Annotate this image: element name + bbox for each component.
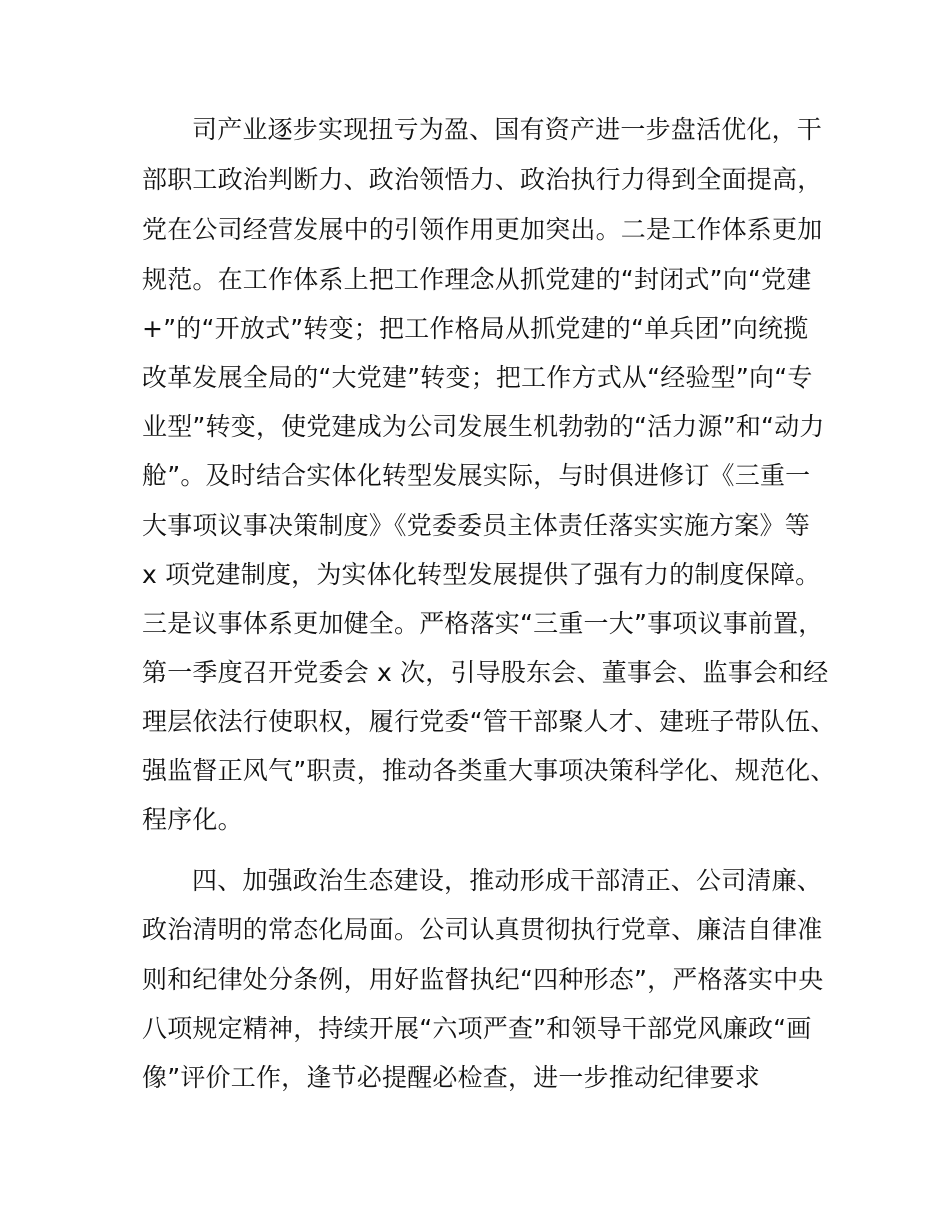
paragraph-line: 舱”。及时结合实体化转型发展实际，与时俱进修订《三重一 (142, 461, 811, 490)
paragraph-line: 像”评价工作，逢节必提醒必检查，进一步推动纪律要求 (142, 1063, 760, 1092)
paragraph-line: 则和纪律处分条例，用好监督执纪“四种形态”，严格落实中央 (142, 965, 824, 994)
paragraph-line: +”的“开放式”转变；把工作格局从抓党建的“单兵团”向统揽 (142, 314, 809, 343)
paragraph-line: 第一季度召开党委会 x 次，引导股东会、董事会、监事会和经 (142, 658, 829, 687)
paragraph-line: 司产业逐步实现扭亏为盈、国有资产进一步盘活优化，干 (192, 115, 823, 144)
paragraph-line: 政治清明的常态化局面。公司认真贯彻执行党章、廉洁自律准 (142, 915, 823, 944)
paragraph-line: 业型”转变，使党建成为公司发展生机勃勃的“活力源”和“动力 (142, 412, 825, 441)
paragraph-line: x 项党建制度，为实体化转型发展提供了强有力的制度保障。 (142, 560, 821, 589)
paragraph-line: 强监督正风气”职责，推动各类重大事项决策科学化、规范化、 (142, 756, 836, 785)
paragraph-line: 八项规定精神，持续开展“六项严查”和领导干部党风廉政“画 (142, 1014, 812, 1043)
paragraph-line: 三是议事体系更加健全。严格落实“三重一大”事项议事前置， (142, 609, 824, 638)
paragraph-line: 改革发展全局的“大党建”转变；把工作方式从“经验型”向“专 (142, 363, 813, 392)
paragraph-line: 规范。在工作体系上把工作理念从抓党建的“封闭式”向“党建 (142, 265, 812, 294)
paragraph-line: 四、加强政治生态建设，推动形成干部清正、公司清廉、 (192, 866, 823, 895)
paragraph-line: 程序化。 (142, 805, 243, 834)
paragraph-line: 大事项议事决策制度》《党委委员主体责任落实实施方案》等 (142, 511, 810, 540)
paragraph-line: 理层依法行使职权，履行党委“管干部聚人才、建班子带队伍、 (142, 707, 836, 736)
paragraph-line: 部职工政治判断力、政治领悟力、政治执行力得到全面提高， (142, 165, 823, 194)
paragraph-line: 党在公司经营发展中的引领作用更加突出。二是工作体系更加 (142, 215, 823, 244)
